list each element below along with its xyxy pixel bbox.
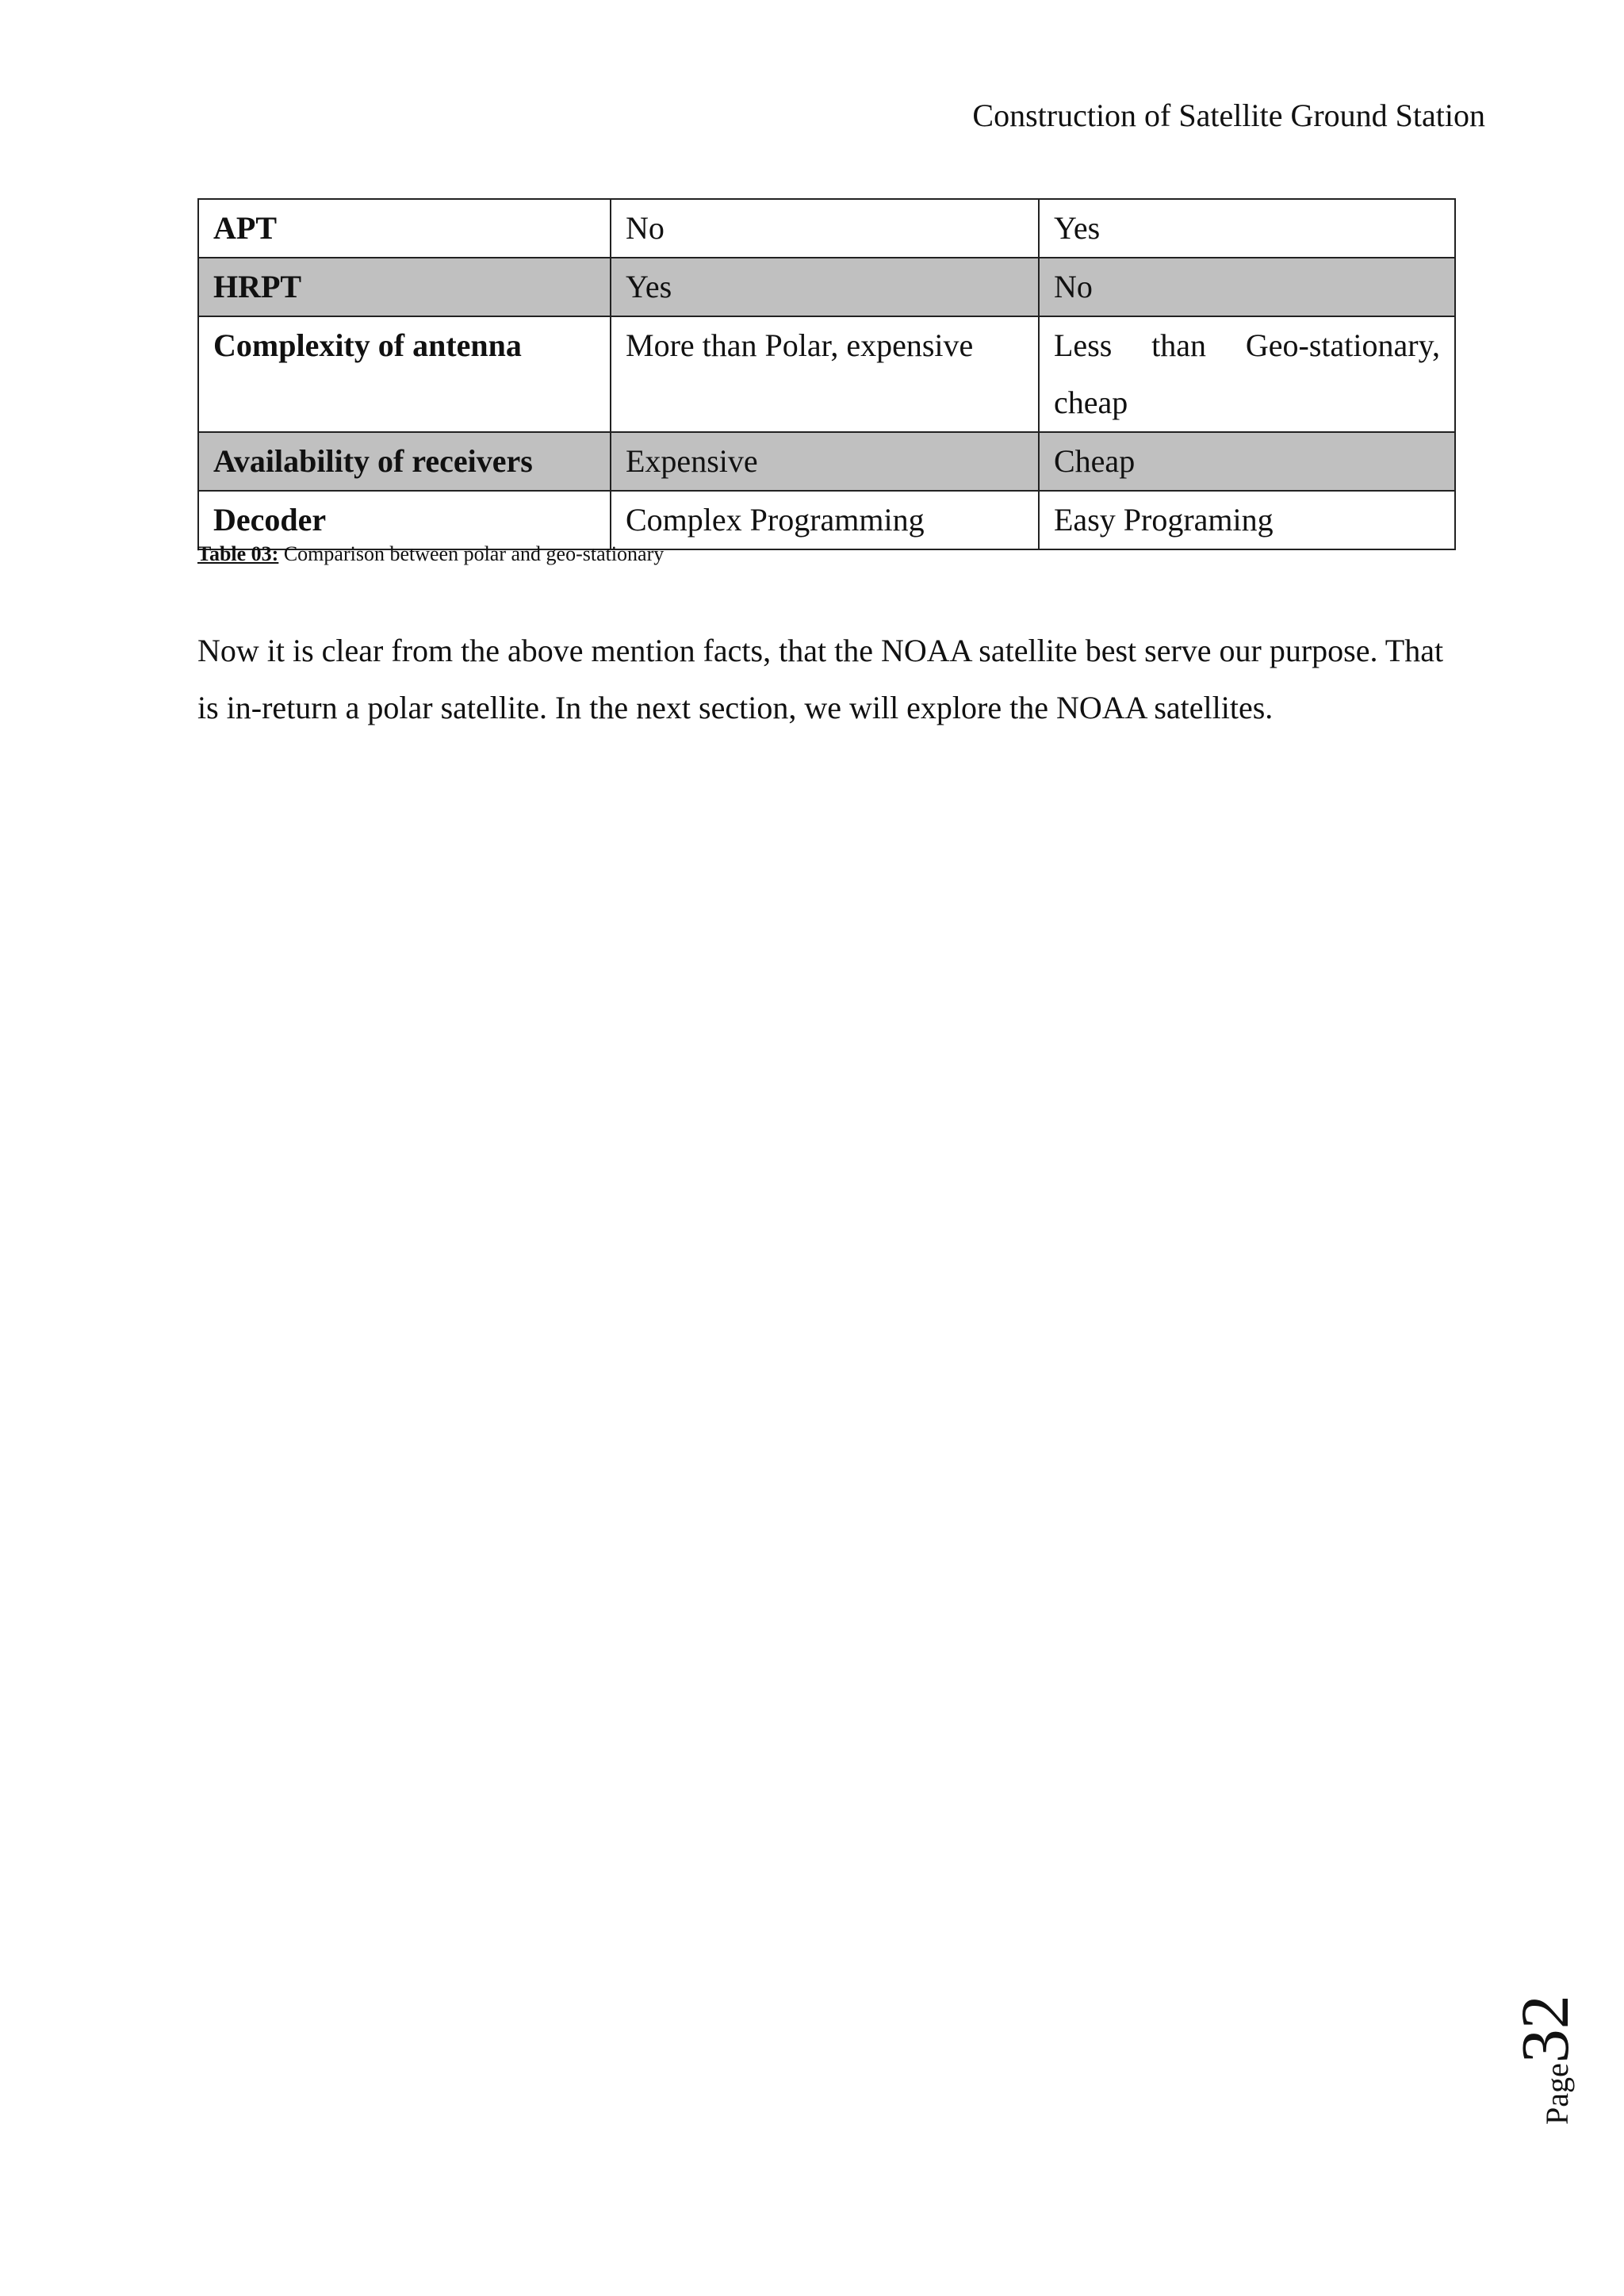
page-word: Page xyxy=(1539,2063,1575,2125)
table-cell: No xyxy=(1039,258,1455,316)
table-row xyxy=(198,316,1455,432)
row-label: APT xyxy=(198,199,611,258)
table-row xyxy=(198,199,1455,258)
table-cell: No xyxy=(611,199,1039,258)
table-cell: Easy Programing xyxy=(1039,491,1455,549)
table-row xyxy=(198,258,1455,316)
caption-text: Comparison between polar and geo-stationary xyxy=(278,542,665,565)
comparison-table xyxy=(197,198,1456,550)
body-paragraph: Now it is clear from the above mention facts, that the NOAA satellite best serve our purpose. That is in-return a polar satellite. In the next section, we will explore the NOAA satellites. xyxy=(197,633,1444,725)
page-digits: 32 xyxy=(1507,1995,1583,2064)
table-cell: Cheap xyxy=(1039,432,1455,491)
page-number xyxy=(1507,1966,1592,2125)
table-row xyxy=(198,432,1455,491)
row-label: Decoder xyxy=(198,491,611,549)
table-cell: Expensive xyxy=(611,432,1039,491)
row-label: HRPT xyxy=(198,258,611,316)
row-label: Availability of receivers xyxy=(198,432,611,491)
table-cell: More than Polar, expensive xyxy=(611,316,1039,432)
table-cell: Less than Geo-stationary, cheap xyxy=(1039,316,1455,432)
table-row xyxy=(198,491,1455,549)
table-cell: Yes xyxy=(1039,199,1455,258)
table-cell: Complex Programming xyxy=(611,491,1039,549)
table-caption xyxy=(197,541,664,567)
caption-label: Table 03: xyxy=(197,542,279,565)
running-header: Construction of Satellite Ground Station xyxy=(972,98,1485,133)
row-label: Complexity of antenna xyxy=(198,316,611,432)
table-cell: Yes xyxy=(611,258,1039,316)
